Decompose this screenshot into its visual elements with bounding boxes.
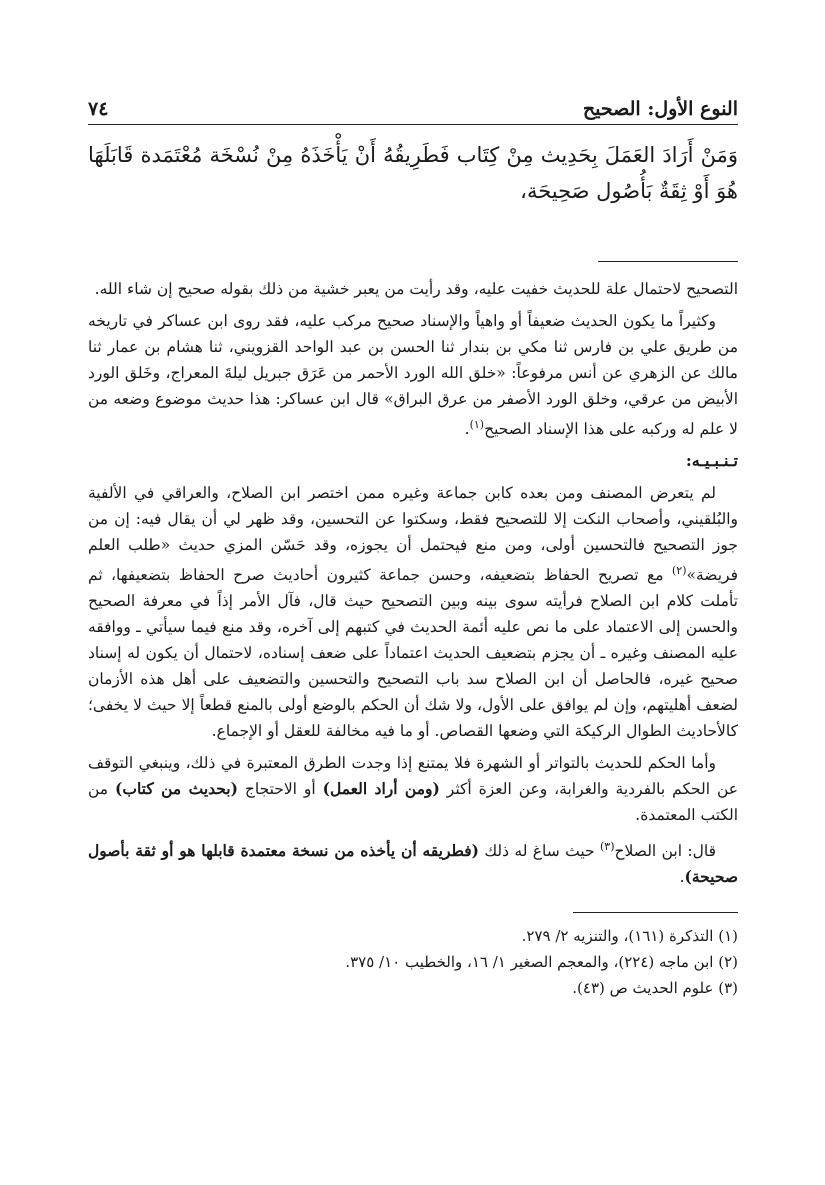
commentary-paragraph [88,480,738,744]
running-header [88,90,738,125]
paragraph-text: وكثيراً ما يكون الحديث ضعيفاً أو واهياً والإسناد صحيح مركب عليه، فقد روى ابن عساكر في تاريخه من طريق علي بن فارس ثنا مكي بن بندار ثنا الحسن بن عبد الواحد القزويني، ثنا هشام بن عمار ثنا مالك عن الزهري عن أنس مرفوعاً: «خلق الله الورد الأحمر من عَرَق جبريل ليلةَ المعراج، وخَلق الورد الأبيض من عرقي، وخلق الورد الأصفر من عرق البراق» قال ابن عساكر: هذا حديث موضوع وضعه من لا علم له وركبه على هذا الإسناد الصحيح [88,312,738,439]
paragraph-text: حيث ساغ له ذلك [478,842,600,861]
commentary-paragraph [88,750,738,828]
page-number: ٧٤ [88,98,109,120]
paragraph-text: . [464,420,470,439]
paragraph-text: أو الاحتجاج [237,780,323,799]
paragraph-text: وأما الحكم للحديث بالتواتر أو الشهرة فلا يمتنع إذا وجدت الطرق المعتبرة في ذلك، وينبغي التوقف عن الحكم بالفردية والغرابة، وعن العزة أكثر [88,754,739,799]
commentary-paragraph [88,834,738,890]
separator-line [598,261,738,262]
commentary-paragraph [88,308,738,442]
paragraph-text: . [679,868,685,887]
footnote: (٣) علوم الحديث ص (٤٣). [572,979,738,998]
chapter-title: النوع الأول: الصحيح [582,98,738,120]
commentary-paragraph: التصحيح لاحتمال علة للحديث خفيت عليه، وقد رأيت من يعبر خشية من ذلك بقوله صحيح إن شاء الله. [94,280,738,298]
quoted-text: (ومن أراد العمل) [322,779,440,799]
paragraph-text: من الكتب المعتمدة. [88,780,738,825]
paragraph-text: مع تصريح الحفاظ بتضعيفه، وحسن جماعة كثيرون أحاديث صرح الحفاظ بتضعيفها، ثم تأملت كلام ابن الصلاح فرأيته سوى بينه وبين التصحيح حيث قال، فآل الأمر إذاً في معرفة الصحيح والحسن إلى الاعتماد على ما نص عليه أئمة الحديث في كتبهم إلى آخره، وقد منع فيما سيأتي ـ ووافقه عليه المصنف وغيره ـ أن يجزم بتضعيف الحديث اعتماداً على ضعف إسناده، لاحتمال أن يكون له إسناد صحيح غيره، فالحاصل أن ابن الصلاح سد باب التصحيح والتحسين والتضعيف على أهل هذه الأزمان لضعف أهليتهم، وإن لم يوافق على الأول، ولا شك أن الحكم بالوضع أولى بالمنع قطعاً إلا حيث لا يخفى؛ كالأحاديث الطوال الركيكة التي وضعها القصاص. أو ما فيه مخالفة للعقل أو الإجماع. [88,566,738,741]
quoted-text: (فطريقه أن يأخذه من نسخة معتمدة قابلها هو أو ثقة بأصول صحيحة) [88,841,738,887]
footnote: (١) التذكرة (١٦١)، والتنزيه ٢/ ٢٧٩. [521,927,738,946]
quoted-text: (بحديث من كتاب) [115,779,238,799]
footnote-ref: (٢) [671,564,687,578]
footnote-ref: (٣) [599,840,615,854]
footnote-separator [573,912,738,913]
page [88,90,738,1001]
main-text: وَمَنْ أَرَادَ العَمَلَ بِحَدِيث مِنْ كِتَاب فَطَرِيقُهُ أَنْ يَأْخَذَهُ مِنْ نُسْخَة مُعْتَمَدة قَابَلَهَا هُوَ أَوْ ثِقَةٌ بَأُصُول صَحِيحَة، [88,143,738,203]
footnote-ref: (١) [469,418,485,431]
footnote: (٢) ابن ماجه (٢٢٤)، والمعجم الصغير ١/ ١٦، والخطيب ١٠/ ٣٧٥. [345,953,738,972]
paragraph-text: لم يتعرض المصنف ومن بعده كابن جماعة وغيره ممن اختصر ابن الصلاح، والعراقي في الألفية والبُلقيني، وأصحاب النكت إلا للتصحيح فقط، وسكتوا عن التحسين، وقد ظهر لي أن يقال فيه: إن من جوز التصحيح فالتحسين أولى، ومن منع فيحتمل أن يجوزه، وقد حَسّن المزي حديث «طلب العلم فريضة» [88,484,738,585]
footnotes [88,923,738,1001]
paragraph-text: قال: ابن الصلاح [614,842,716,861]
section-heading: تـنـبـيـه: [685,451,738,471]
commentary [88,276,738,890]
